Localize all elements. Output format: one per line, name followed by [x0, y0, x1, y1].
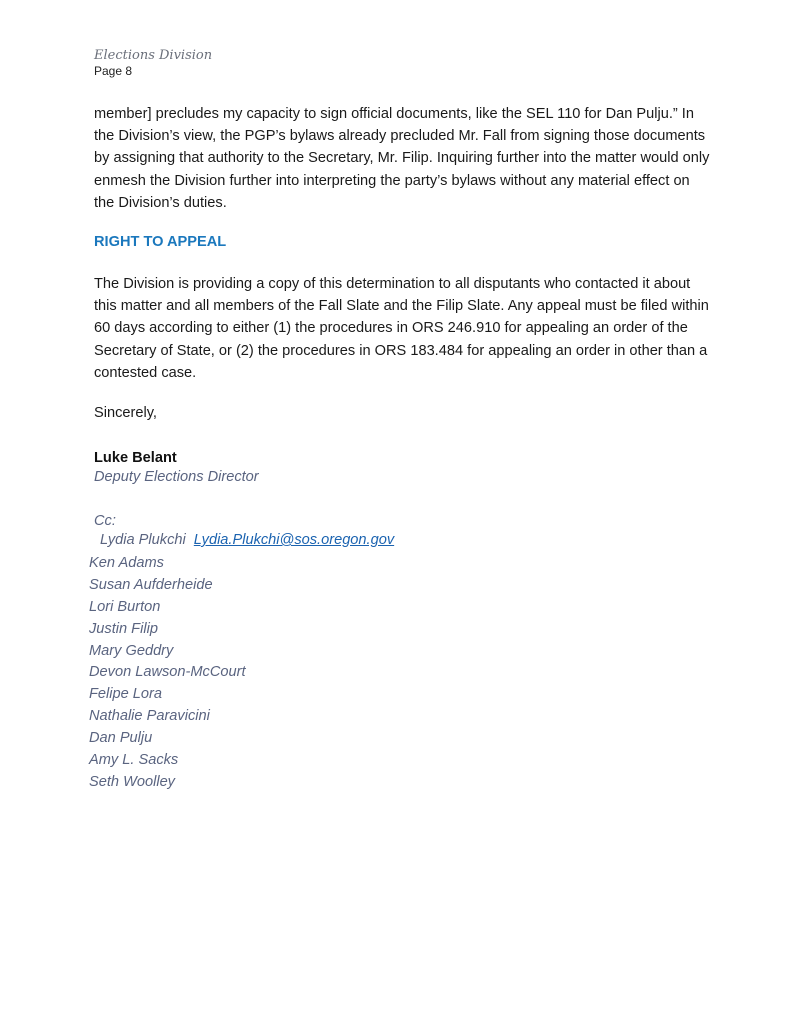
cc-recipient: Susan Aufderheide	[89, 576, 213, 593]
header-page-number: Page 8	[94, 64, 133, 78]
cc-recipient: Seth Woolley	[89, 773, 175, 790]
cc-recipient: Amy L. Sacks	[89, 752, 179, 769]
cc-first-recipient	[100, 532, 394, 548]
cc-email-link[interactable]: Lydia.Plukchi@sos.oregon.gov	[193, 532, 395, 548]
closing-salutation: Sincerely,	[94, 405, 157, 421]
cc-recipient: Lori Burton	[89, 598, 161, 615]
cc-recipient: Ken Adams	[89, 555, 164, 571]
cc-recipient: Mary Geddry	[89, 642, 174, 659]
cc-recipient: Devon Lawson-McCourt	[89, 664, 246, 681]
cc-recipient: Dan Pulju	[89, 730, 153, 747]
header-org-name: Elections Division	[94, 48, 213, 63]
cc-recipient: Justin Filip	[89, 620, 158, 637]
cc-recipient: Nathalie Paravicini	[89, 708, 210, 725]
cc-recipient-list	[89, 553, 246, 794]
cc-recipient: Felipe Lora	[89, 686, 163, 703]
body-paragraph-bylaws: member] precludes my capacity to sign official documents, like the SEL 110 for Dan Pulju.” In the Division’s view, the PGP’s bylaws already precluded Mr. Fall from signing those documents by assigning that authority to the Secretary, Mr. Filip. Inquiring further into the matter would only enmesh the Division further into interpreting the party’s bylaws without any material effect on the Division’s duties.	[94, 106, 710, 211]
section-heading-right-to-appeal: RIGHT TO APPEAL	[94, 234, 227, 250]
cc-label: Cc:	[94, 513, 116, 529]
signature-name: Luke Belant	[94, 450, 177, 466]
cc-first-name: Lydia Plukchi	[100, 532, 186, 548]
body-paragraph-appeal: The Division is providing a copy of this determination to all disputants who contacted it about this matter and all members of the Fall Slate and the Filip Slate. Any appeal must be filed within 60 days according to either (1) the procedures in ORS 246.910 for appealing an order of the Secretary of State, or (2) the procedures in ORS 183.484 for appealing an order in other than a contested case.	[94, 276, 709, 381]
signature-title: Deputy Elections Director	[94, 469, 259, 485]
